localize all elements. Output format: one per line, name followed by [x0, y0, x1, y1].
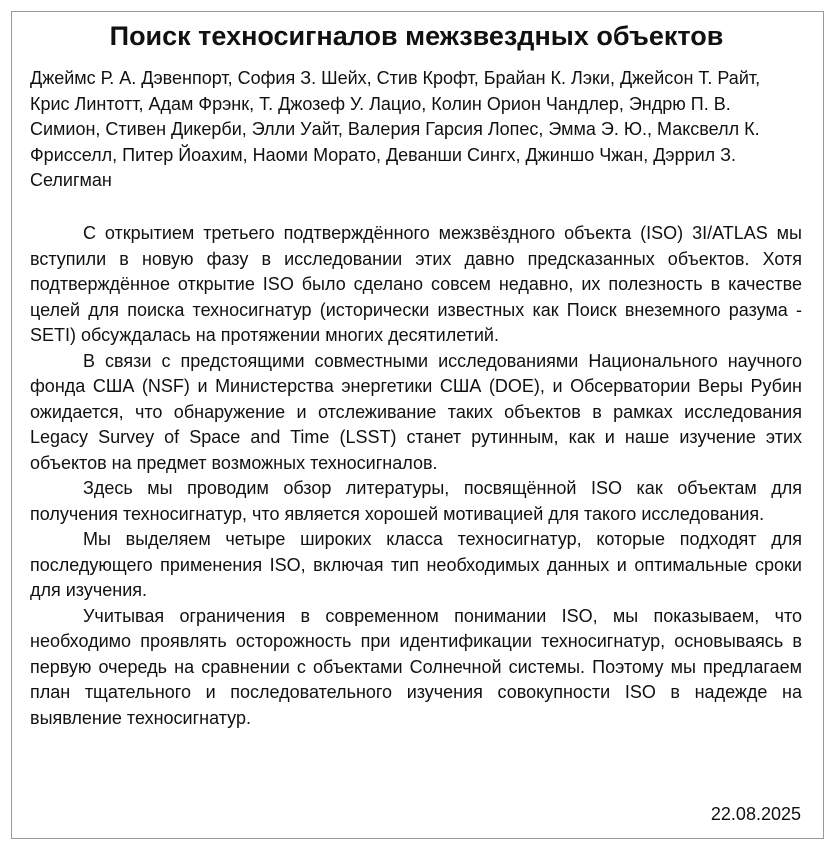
- abstract-paragraph: С открытием третьего подтверждённого межзвёздного объекта (ISO) 3I/ATLAS мы вступили в новую фазу в исследовании этих давно предсказанных объектов. Хотя подтверждённое открытие ISO было сделано совсем недавно, их полезность в качестве целей для поиска техносигнатур (исторически известных как Поиск внеземного разума - SETI) обсуждалась на протяжении многих десятилетий.: [30, 223, 802, 345]
- paper-title: Поиск техносигналов межзвездных объектов: [109, 21, 724, 51]
- abstract: [30, 221, 802, 731]
- abstract-paragraph: Учитывая ограничения в современном понимании ISO, мы показываем, что необходимо проявлять осторожность при идентификации техносигнатур, основываясь в первую очередь на сравнении с объектами Солнечной системы. Поэтому мы предлагаем план тщательного и последовательного изучения совокупности ISO в надежде на выявление техносигнатур.: [30, 605, 802, 728]
- author-list: Джеймс Р. А. Дэвенпорт, София З. Шейх, Стив Крофт, Брайан К. Лэки, Джейсон Т. Райт, Крис Линтотт, Адам Фрэнк, Т. Джозеф У. Лацио, Колин Орион Чандлер, Эндрю П. В. Симион, Стивен Дикерби, Элли Уайт, Валерия Гарсия Лопес, Эмма Э. Ю., Максвелл К. Фрисселл, Питер Йоахим, Наоми Морато, Деванши Сингх, Джиншо Чжан, Дэррил З. Селигман: [30, 68, 761, 190]
- abstract-paragraph: В связи с предстоящими совместными исследованиями Национального научного фонда США (NSF) и Министерства энергетики США (DOE), и Обсерватории Веры Рубин ожидается, что обнаружение и отслеживание таких объектов в рамках исследования Legacy Survey of Space and Time (LSST) станет рутинным, как и наше изучение этих объектов на предмет возможных техносигналов.: [30, 350, 802, 473]
- publication-date: 22.08.2025: [710, 804, 801, 824]
- abstract-paragraph: Здесь мы проводим обзор литературы, посвящённой ISO как объектам для получения техносигнатур, что является хорошей мотивацией для такого исследования.: [30, 478, 802, 524]
- abstract-paragraph: Мы выделяем четыре широких класса техносигнатур, которые подходят для последующего применения ISO, включая тип необходимых данных и оптимальные сроки для изучения.: [30, 529, 802, 600]
